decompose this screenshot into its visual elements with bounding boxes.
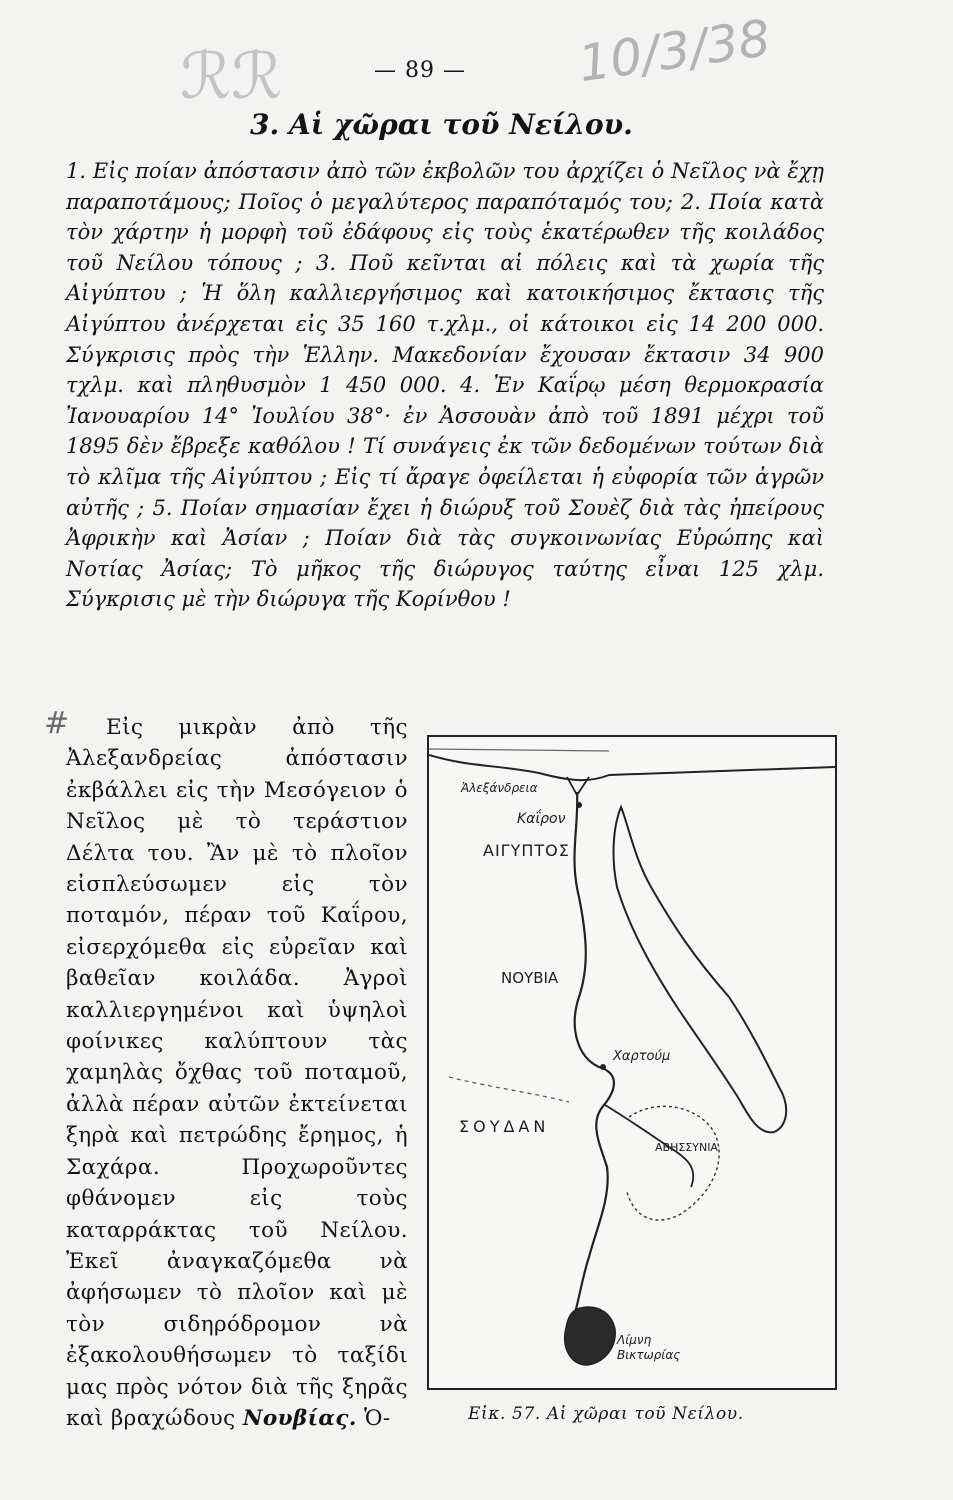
label-egypt: ΑΙΓΥΠΤΟΣ — [483, 841, 570, 860]
top-shading — [429, 749, 609, 751]
nile-river — [571, 792, 614, 1327]
abyssinia-highlands — [627, 1106, 719, 1220]
nile-map — [427, 735, 837, 1390]
body-tail: Ὁ- — [363, 1405, 391, 1431]
sudan-border — [449, 1077, 569, 1102]
mediterranean-coast — [429, 755, 835, 780]
label-cairo: Καΐρον — [517, 811, 566, 827]
label-khartoum: Χαρτούμ — [613, 1049, 671, 1064]
body-bold-word: Νουβίας. — [242, 1405, 357, 1431]
red-sea — [614, 807, 787, 1132]
label-alexandria: Ἀλεξάνδρεια — [461, 781, 538, 795]
review-questions: 1. Εἰς ποίαν ἀπόστασιν ἀπὸ τῶν ἐκβολῶν του ἀρχίζει ὁ Νεῖλος νὰ ἔχῃ παραποτάμους; Ποῖος ὁ μεγαλύτερος παραπόταμός του; 2. Ποία κατὰ τὸν χάρτην ἡ μορφὴ τοῦ ἐδάφους εἰς τοὺς ἑκατέρωθεν τῆς κοιλάδος τοῦ Νείλου τόπους ; 3. Ποῦ κεῖνται αἱ πόλεις καὶ τὰ χωρία τῆς Αἰγύπτου ; Ἡ ὅλη καλλιεργήσιμος καὶ κατοικήσιμος ἔκτασις τῆς Αἰγύπτου ἀνέρχεται εἰς 35 160 τ.χλμ., οἱ κάτοικοι εἰς 14 200 000. Σύγκρισις πρὸς τὴν Ἑλλην. Μακεδονίαν ἔχουσαν ἔκτασιν 34 900 τχλμ. καὶ πληθυσμὸν 1 450 000. 4. Ἐν Καΐρῳ μέση θερμοκρασία Ἰανουαρίου 14° Ἰουλίου 38°· ἐν Ἀσσουὰν ἀπὸ τοῦ 1891 μέχρι τοῦ 1895 δὲν ἔβρεξε καθόλου ! Τί συνάγεις ἐκ τῶν δεδομένων τούτων διὰ τὸ κλῖμα τῆς Αἰγύπτου ; Εἰς τί ἄραγε ὀφείλεται ἡ εὐφορία τῶν ἀγρῶν αὐτῆς ; 5. Ποίαν σημασίαν ἔχει ἡ διώρυξ τοῦ Σουὲζ διὰ τὰς ἠπείρους Ἀφρικὴν καὶ Ἀσίαν ; Ποίαν διὰ τὰς συγκοινωνίας Εὐρώπης καὶ Νοτίας Ἀσίας; Τὸ μῆκος τῆς διώρυγος ταύτης εἶναι 125 χλμ. Σύγκρισις μὲ τὴν διώρυγα τῆς Κορίνθου ! — [66, 159, 824, 612]
section-title: 3. Αἱ χῶραι τοῦ Νείλου. — [250, 108, 633, 141]
page-number: — 89 — — [374, 58, 466, 83]
margin-mark: # — [44, 706, 70, 741]
body-paragraph — [66, 712, 408, 1434]
label-abyssinia: ΑΒΗΣΣΥΝΙΑ — [655, 1141, 718, 1154]
khartoum-dot — [600, 1064, 606, 1070]
handwritten-date: 10/3/38 — [574, 8, 774, 94]
label-nubia: ΝΟΥΒΙΑ — [501, 969, 559, 987]
label-lake-victoria: Λίμνη Βικτωρίας — [617, 1333, 681, 1362]
pencil-scribble: ℛℛ — [180, 40, 283, 114]
lake-victoria — [565, 1307, 615, 1365]
body-text: Εἰς μικρὰν ἀπὸ τῆς Ἀλεξανδρείας ἀπόστασιν ἐκβάλλει εἰς τὴν Μεσόγειον ὁ Νεῖλος μὲ τὸ τεράστιον Δέλτα του. Ἂν μὲ τὸ πλοῖον εἰσπλεύσωμεν εἰς τὸν ποταμόν, πέραν τοῦ Καΐρου, εἰσερχόμεθα εἰς εὐρεῖαν καὶ βαθεῖαν κοιλάδα. Ἀγροὶ καλλιεργημένοι καὶ ὑψηλοὶ φοίνικες καλύπτουν τὰς χαμηλὰς ὄχθας τοῦ ποταμοῦ, ἀλλὰ πέραν αὐτῶν ἐκτείνεται ξηρὰ καὶ πετρώδης ἔρημος, ἡ Σαχάρα. Προχωροῦντες φθάνομεν εἰς τοὺς καταρράκτας τοῦ Νείλου. Ἐκεῖ ἀναγκαζόμεθα νὰ ἀφήσωμεν τὸ πλοῖον καὶ μὲ τὸν σιδηρόδρομον νὰ ἐξακολουθήσωμεν τὸ ταξίδι μας πρὸς νότον διὰ τῆς ξηρᾶς καὶ βραχώδους — [66, 715, 408, 1431]
figure-caption: Εἰκ. 57. Αἱ χῶραι τοῦ Νείλου. — [468, 1404, 744, 1424]
cairo-dot — [576, 802, 582, 808]
label-sudan: ΣΟΥΔΑΝ — [459, 1117, 550, 1136]
